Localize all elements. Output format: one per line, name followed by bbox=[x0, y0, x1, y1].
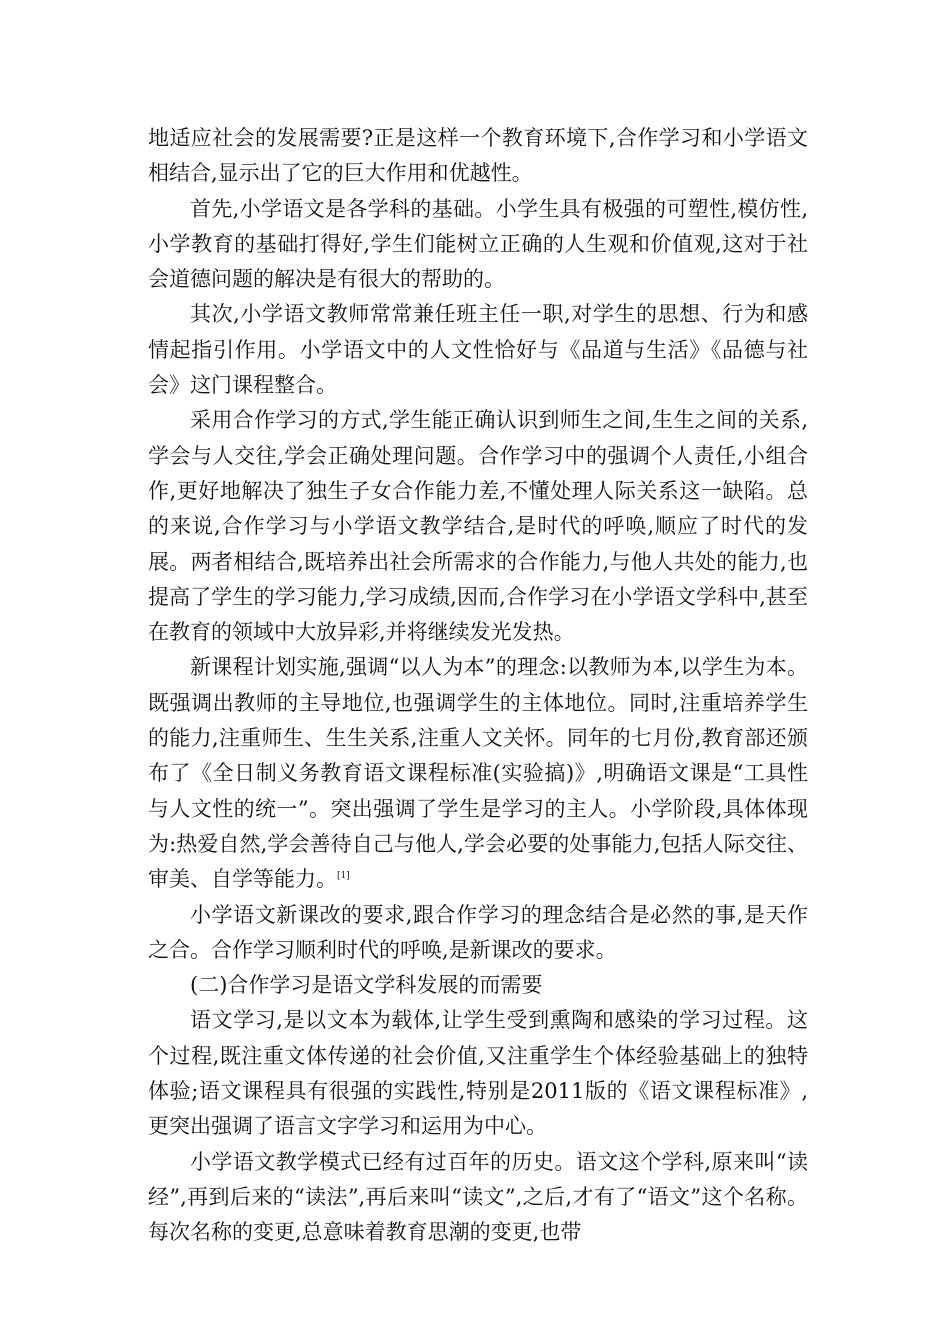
paragraph-language-learning: 语文学习,是以文本为载体,让学生受到熏陶和感染的学习过程。这个过程,既注重文体传递的社会价值,又注重学生个体经验基础上的独特体验;语文课程具有很强的实践性,特别是2011版的《语文课程标准》,更突出强调了语言文字学习和运用为中心。 bbox=[148, 1008, 808, 1139]
paragraph-new-curriculum-text: 新课程计划实施,强调“以人为本”的理念:以教师为本,以学生为本。既强调出教师的主导地位,也强调学生的主体地位。同时,注重培养学生的能力,注重师生、生生关系,注重人文关怀。同年的七月份,教育部还颁布了《全日制义务教育语文课程标准(实验搞)》,明确语文课是“工具性与人文性的统一”。突出强调了学生是学习的主人。小学阶段,具体体现为:热爱自然,学会善待自己与他人,学会必要的处事能力,包括人际交往、审美、自学等能力。 bbox=[148, 655, 808, 892]
paragraph-reform-requirement: 小学语文新课改的要求,跟合作学习的理念结合是必然的事,是天作之合。合作学习顺利时代的呼唤,是新课改的要求。 bbox=[148, 902, 808, 962]
paragraph-cooperative-learning: 采用合作学习的方式,学生能正确认识到师生之间,生生之间的关系,学会与人交往,学会正确处理问题。合作学习中的强调个人责任,小组合作,更好地解决了独生子女合作能力差,不懂处理人际关系这一缺陷。总的来说,合作学习与小学语文教学结合,是时代的呼唤,顺应了时代的发展。两者相结合,既培养出社会所需求的合作能力,与他人共处的能力,也提高了学生的学习能力,学习成绩,因而,合作学习在小学语文学科中,甚至在教育的领域中大放异彩,并将继续发光发热。 bbox=[148, 408, 808, 645]
paragraph-first-point: 首先,小学语文是各学科的基础。小学生具有极强的可塑性,模仿性,小学教育的基础打得好,学生们能树立正确的人生观和价值观,这对于社会道德问题的解决是有很大的帮助的。 bbox=[148, 196, 808, 292]
citation-marker: [1] bbox=[337, 871, 350, 882]
paragraph-continuation: 地适应社会的发展需要?正是这样一个教育环境下,合作学习和小学语文相结合,显示出了它的巨大作用和优越性。 bbox=[148, 126, 808, 186]
paragraph-second-point: 其次,小学语文教师常常兼任班主任一职,对学生的思想、行为和感情起指引作用。小学语文中的人文性恰好与《品道与生活》《品德与社会》这门课程整合。 bbox=[148, 302, 808, 398]
document-body bbox=[148, 121, 808, 1251]
paragraph-new-curriculum bbox=[148, 650, 808, 897]
paragraph-teaching-history: 小学语文教学模式已经有过百年的历史。语文这个学科,原来叫“读经”,再到后来的“读法”,再后来叫“读文”,之后,才有了“语文”这个名称。每次名称的变更,总意味着教育思潮的变更,也带 bbox=[148, 1149, 808, 1245]
section-heading: (二)合作学习是语文学科发展的而需要 bbox=[190, 973, 543, 998]
